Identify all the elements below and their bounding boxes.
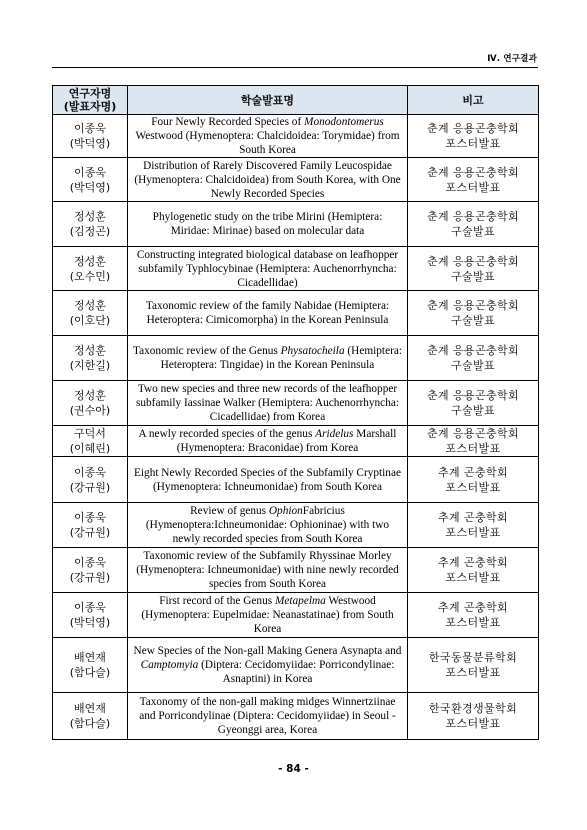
researcher-name: 이종욱 — [74, 556, 106, 569]
note-cell — [408, 638, 539, 693]
table-row — [53, 693, 539, 740]
researcher-cell — [53, 247, 128, 291]
event-name: 춘계 응용곤충학회 — [426, 122, 520, 135]
table-row — [53, 247, 539, 291]
note-cell — [408, 693, 539, 740]
presentation-type: 구술발표 — [450, 225, 496, 238]
scientific-name: Monodontomerus — [304, 116, 384, 128]
researcher-name: 이종욱 — [74, 511, 106, 524]
table-header — [53, 86, 539, 115]
event-name: 추계 곤충학회 — [437, 556, 509, 569]
title-text: Taxonomic review of the family Nabidae (Hemiptera: Heteroptera: Cimicomorpha) in the Korean Peninsula — [145, 300, 390, 326]
column-header-note: 비고 — [408, 86, 539, 115]
section-header: Ⅳ. 연구결과 — [487, 54, 537, 64]
researcher-name: 정성훈 — [74, 389, 106, 402]
researcher-cell — [53, 291, 128, 336]
note-cell — [408, 548, 539, 593]
note-cell — [408, 457, 539, 503]
presenter-name: (지한길) — [69, 359, 111, 372]
note-cell — [408, 115, 539, 158]
column-header-presenter-label: (발표자명) — [63, 100, 117, 113]
table-row — [53, 381, 539, 426]
title-cell — [128, 115, 408, 158]
note-cell — [408, 426, 539, 457]
presenter-name: (김정곤) — [69, 225, 111, 238]
page-number: - 84 - — [278, 763, 309, 775]
researcher-cell — [53, 638, 128, 693]
presentation-type: 포스터발표 — [445, 442, 501, 455]
note-cell — [408, 381, 539, 426]
title-text: Constructing integrated biological database on leafhopper subfamily Typhlocybinae (Hemiptera: Auchenorrhyncha: Cicadellidae) — [136, 248, 399, 289]
title-text: Westwood (Hymenoptera: Chalcidoidea: Torymidae) from South Korea — [135, 130, 400, 156]
researcher-cell — [53, 457, 128, 503]
title-cell — [128, 457, 408, 503]
researcher-cell — [53, 593, 128, 638]
presenter-name: (이혜린) — [69, 442, 111, 455]
event-name: 춘계 응용곤충학회 — [426, 254, 520, 268]
presentation-type: 포스터발표 — [445, 717, 501, 730]
publications-table — [52, 85, 539, 740]
note-cell — [408, 291, 539, 336]
note-cell — [408, 202, 539, 247]
presenter-name: (강규원) — [69, 526, 111, 539]
title-cell — [128, 638, 408, 693]
researcher-name: 정성훈 — [74, 299, 106, 312]
presentation-type: 구술발표 — [450, 314, 496, 327]
title-text: Fabricius (Hymenoptera:Ichneumonidae: Ophioninae) with two newly recorded species from South Korea — [145, 505, 390, 545]
event-name: 한국환경생물학회 — [428, 702, 518, 715]
researcher-name: 정성훈 — [74, 344, 106, 357]
event-name: 춘계 응용곤충학회 — [426, 427, 520, 440]
title-cell — [128, 381, 408, 426]
presenter-name: (강규원) — [69, 571, 111, 584]
event-name: 추계 곤충학회 — [437, 511, 509, 524]
title-text: Phylogenetic study on the tribe Mirini (Hemiptera: Miridae: Mirinae) based on molecular data — [152, 211, 383, 237]
column-header-researcher — [53, 86, 128, 115]
researcher-cell — [53, 548, 128, 593]
table-row — [53, 503, 539, 548]
presenter-name: (오수민) — [69, 269, 111, 283]
presentation-type: 포스터발표 — [445, 666, 501, 679]
presenter-name: (이호단) — [69, 314, 111, 327]
researcher-name: 배연재 — [74, 702, 106, 715]
title-cell — [128, 693, 408, 740]
table-body — [53, 115, 539, 740]
researcher-cell — [53, 115, 128, 158]
note-cell — [408, 158, 539, 202]
presentation-type: 구술발표 — [450, 269, 496, 283]
presentation-type: 포스터발표 — [445, 480, 501, 494]
title-cell — [128, 202, 408, 247]
event-name: 춘계 응용곤충학회 — [426, 210, 520, 223]
presenter-name: (박덕영) — [69, 137, 111, 150]
title-text: New Species of the Non-gall Making Genera Asynapta and — [133, 645, 402, 657]
presentation-type: 포스터발표 — [445, 137, 501, 150]
column-header-title: 학술발표명 — [128, 86, 408, 115]
title-cell — [128, 336, 408, 381]
title-text: Taxonomic review of the Subfamily Rhyssinae Morley (Hymenoptera: Ichneumonidae) with nine newly recorded species from South Korea — [136, 550, 399, 590]
researcher-name: 정성훈 — [74, 254, 106, 268]
title-text: (Diptera: Cecidomyiidae: Porricondylinae: Asnaptini) in Korea — [198, 659, 395, 685]
presentation-type: 구술발표 — [450, 359, 496, 372]
title-text: Westwood (Hymenoptera: Eupelmidae: Neanastatinae) from South Korea — [141, 595, 394, 635]
researcher-cell — [53, 336, 128, 381]
researcher-name: 배연재 — [74, 651, 106, 664]
researcher-cell — [53, 693, 128, 740]
note-cell — [408, 247, 539, 291]
title-cell — [128, 247, 408, 291]
presentation-type: 구술발표 — [450, 404, 496, 417]
title-text: (Hemiptera: Heteroptera: Tingidae) in the Korean Peninsula — [160, 345, 402, 371]
title-text: Four Newly Recorded Species of — [151, 116, 305, 128]
scientific-name: Metapelma — [274, 595, 326, 607]
table-row — [53, 158, 539, 202]
scientific-name: Physatocheila — [280, 345, 345, 357]
presenter-name: (권수아) — [69, 404, 111, 417]
presentation-type: 포스터발표 — [445, 526, 501, 539]
title-text: Taxonomic review of the Genus — [133, 345, 281, 357]
title-text: Eight Newly Recorded Species of the Subfamily Cryptinae (Hymenoptera: Ichneumonidae) from South Korea — [134, 466, 401, 493]
note-cell — [408, 593, 539, 638]
event-name: 한국동물분류학회 — [428, 651, 518, 664]
table-row — [53, 593, 539, 638]
title-cell — [128, 291, 408, 336]
event-name: 춘계 응용곤충학회 — [426, 299, 520, 312]
title-text: Review of genus — [190, 505, 269, 517]
researcher-name: 이종욱 — [74, 465, 106, 479]
title-cell — [128, 158, 408, 202]
researcher-name: 이종욱 — [74, 601, 106, 614]
title-text: First record of the Genus — [159, 595, 275, 607]
researcher-cell — [53, 202, 128, 247]
event-name: 춘계 응용곤충학회 — [426, 389, 520, 402]
table-row — [53, 638, 539, 693]
title-text: Distribution of Rarely Discovered Family Leucospidae (Hymenoptera: Chalcidoidea) from South Korea, with One Newly Recorded Species — [134, 159, 401, 200]
table-row — [53, 548, 539, 593]
researcher-cell — [53, 426, 128, 457]
event-name: 춘계 응용곤충학회 — [426, 344, 520, 357]
presenter-name: (함다슬) — [69, 666, 111, 679]
presentation-type: 포스터발표 — [445, 571, 501, 584]
presentation-type: 포스터발표 — [445, 180, 501, 194]
researcher-name: 이종욱 — [74, 122, 106, 135]
table-row — [53, 291, 539, 336]
table-row — [53, 202, 539, 247]
event-name: 추계 곤충학회 — [437, 465, 509, 479]
event-name: 춘계 응용곤충학회 — [426, 165, 520, 179]
researcher-cell — [53, 503, 128, 548]
presenter-name: (함다슬) — [69, 717, 111, 730]
presentation-type: 포스터발표 — [445, 616, 501, 629]
researcher-name: 구덕서 — [74, 427, 106, 440]
presenter-name: (강규원) — [69, 480, 111, 494]
scientific-name: Camptomyia — [140, 659, 199, 671]
title-cell — [128, 426, 408, 457]
title-cell — [128, 593, 408, 638]
title-text: A newly recorded species of the genus — [138, 428, 316, 440]
presenter-name: (박덕영) — [69, 616, 111, 629]
scientific-name: Ophion — [268, 505, 303, 517]
title-cell — [128, 503, 408, 548]
title-text: Marshall (Hymenoptera: Braconidae) from Korea — [176, 428, 397, 454]
table-row — [53, 457, 539, 503]
header-rule — [52, 67, 538, 68]
presenter-name: (박덕영) — [69, 180, 111, 194]
researcher-cell — [53, 158, 128, 202]
researcher-cell — [53, 381, 128, 426]
note-cell — [408, 503, 539, 548]
scientific-name: Aridelus — [315, 428, 354, 440]
note-cell — [408, 336, 539, 381]
title-text: Two new species and three new records of the leafhopper subfamily Iassinae Walker (Hemiptera: Auchenorrhyncha: Cicadellidae) from Korea — [135, 383, 399, 423]
table-header-row — [53, 86, 539, 115]
researcher-name: 이종욱 — [74, 165, 106, 179]
title-text: Taxonomy of the non-gall making midges Winnertziinae and Porricondylinae (Diptera: Cecidomyiidae) in Seoul - Gyeonggi area, Korea — [139, 696, 396, 736]
researcher-name: 정성훈 — [74, 210, 106, 223]
title-cell — [128, 548, 408, 593]
event-name: 추계 곤충학회 — [437, 601, 509, 614]
table-row — [53, 115, 539, 158]
table-row — [53, 426, 539, 457]
column-header-researcher-label: 연구자명 — [68, 87, 112, 100]
table-row — [53, 336, 539, 381]
